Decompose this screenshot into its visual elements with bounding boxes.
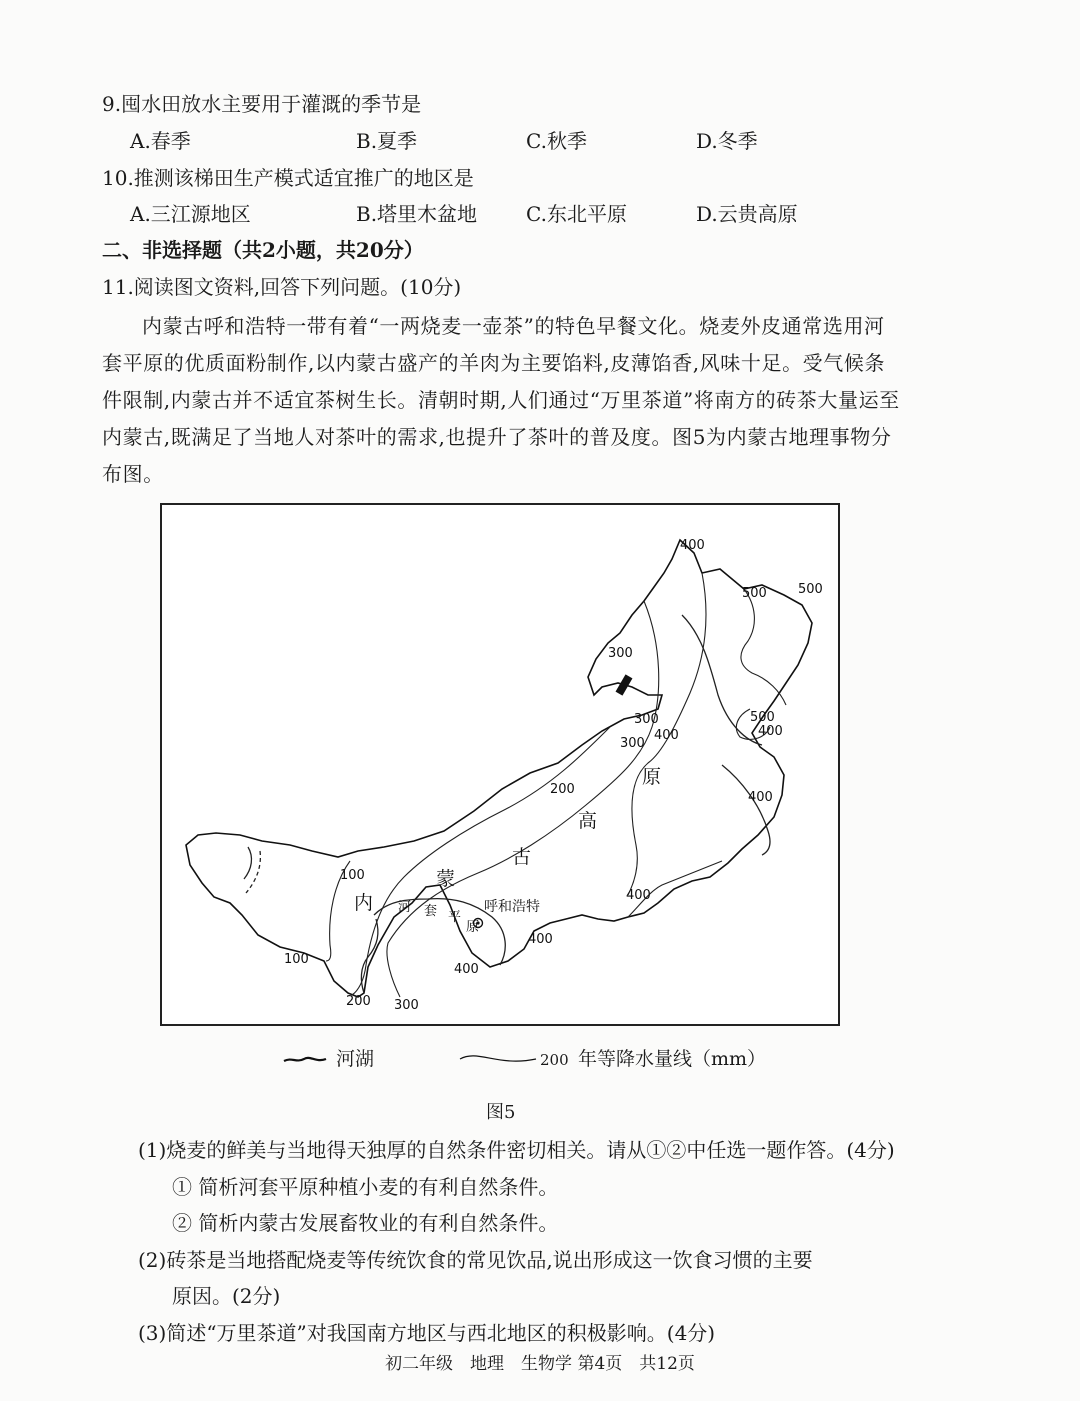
- legend-isohyet-value: 200: [540, 1051, 569, 1069]
- isohyet-label: 500: [798, 582, 823, 597]
- isohyet-label: 400: [454, 962, 479, 977]
- q11-sub1-option-2: ② 简析内蒙古发展畜牧业的有利自然条件。: [172, 1211, 559, 1235]
- isohyet-label: 100: [284, 952, 309, 967]
- q10-option-a: A.三江源地区: [130, 202, 251, 226]
- isohyet-label: 400: [680, 538, 705, 553]
- isohyet-200: [352, 727, 610, 995]
- isohyet-label: 100: [340, 868, 365, 883]
- legend-river-label: 河湖: [336, 1048, 375, 1070]
- map-svg: [162, 505, 838, 1024]
- plateau-label-char: 蒙: [436, 868, 456, 890]
- isohyet-label: 200: [346, 994, 371, 1009]
- west-river: [244, 847, 251, 879]
- isohyet-label: 300: [394, 998, 419, 1013]
- isohyet-label: 400: [758, 724, 783, 739]
- q11-passage: 内蒙古呼和浩特一带有着“一两烧麦一壶茶”的特色早餐文化。烧麦外皮通常选用河套平原的优质面粉制作,以内蒙古盛产的羊肉为主要馅料,皮薄馅香,风味十足。受气候条件限制,内蒙古并不适宜茶树生长。清朝时期,人们通过“万里茶道”将南方的砖茶大量运至内蒙古,既满足了当地人对茶叶的需求,也提升了茶叶的普及度。图5为内蒙古地理事物分布图。: [102, 314, 900, 486]
- isohyet-label: 400: [654, 728, 679, 743]
- q10-option-d: D.云贵高原: [696, 202, 798, 226]
- city-label-hohhot: 呼和浩特: [484, 899, 540, 915]
- q11-sub2-line2: 原因。(2分): [172, 1284, 281, 1308]
- q9-stem: 9.囤水田放水主要用于灌溉的季节是: [102, 92, 422, 116]
- isohyet-label: 200: [550, 782, 575, 797]
- isohyet-legend-icon: [458, 1049, 538, 1069]
- q11-stem: 11.阅读图文资料,回答下列问题。(10分): [102, 275, 462, 299]
- q11-sub1: (1)烧麦的鲜美与当地得天独厚的自然条件密切相关。请从①②中任选一题作答。(4分): [138, 1138, 895, 1162]
- isohyet-label: 300: [620, 736, 645, 751]
- plain-label-char: 平: [448, 910, 462, 925]
- page-footer: 初二年级 地理 生物学 第4页 共12页: [385, 1354, 695, 1374]
- q9-option-c: C.秋季: [526, 129, 587, 153]
- q11-sub3: (3)简述“万里茶道”对我国南方地区与西北地区的积极影响。(4分): [138, 1321, 716, 1345]
- q11-sub2-line1: (2)砖茶是当地搭配烧麦等传统饮食的常见饮品,说出形成这一饮食习惯的主要: [138, 1248, 813, 1272]
- isohyet-label: 500: [750, 710, 775, 725]
- map-legend: [282, 1045, 802, 1073]
- q9-option-b: B.夏季: [356, 129, 418, 153]
- plain-label-char: 河: [398, 900, 412, 915]
- inner-mongolia-map: [160, 503, 840, 1026]
- isohyet-label: 500: [742, 586, 767, 601]
- river-north: [682, 615, 762, 745]
- plateau-label-char: 内: [354, 892, 374, 914]
- river-lines: [244, 615, 770, 993]
- q10-option-c: C.东北平原: [526, 202, 627, 226]
- inner-mongolia-boundary: [186, 540, 812, 997]
- river-east: [722, 765, 770, 855]
- isohyet-label: 400: [626, 888, 651, 903]
- q9-option-a: A.春季: [130, 129, 191, 153]
- yellow-river-south: [361, 919, 378, 993]
- river-legend-icon: [282, 1049, 328, 1069]
- section-2-title: 二、非选择题（共2小题，共20分）: [102, 238, 424, 262]
- plain-label-char: 套: [424, 904, 438, 919]
- q11-sub1-option-1: ① 简析河套平原种植小麦的有利自然条件。: [172, 1175, 559, 1199]
- q10-option-b: B.塔里木盆地: [356, 202, 478, 226]
- isohyet-label: 300: [608, 646, 633, 661]
- plateau-label-char: 高: [578, 810, 598, 832]
- q9-option-d: D.冬季: [696, 129, 758, 153]
- figure-caption: 图5: [486, 1102, 516, 1123]
- legend-isohyet-label: 年等降水量线（mm）: [578, 1048, 767, 1070]
- isohyet-label: 300: [634, 712, 659, 727]
- q10-stem: 10.推测该梯田生产模式适宜推广的地区是: [102, 166, 474, 190]
- hulun-lake: [616, 674, 633, 695]
- plain-label-char: 原: [466, 920, 480, 935]
- isohyet-500-a: [741, 589, 786, 705]
- isohyet-label: 400: [528, 932, 553, 947]
- plateau-label-char: 原: [642, 766, 662, 788]
- plateau-label-char: 古: [512, 846, 532, 868]
- isohyet-label: 400: [748, 790, 773, 805]
